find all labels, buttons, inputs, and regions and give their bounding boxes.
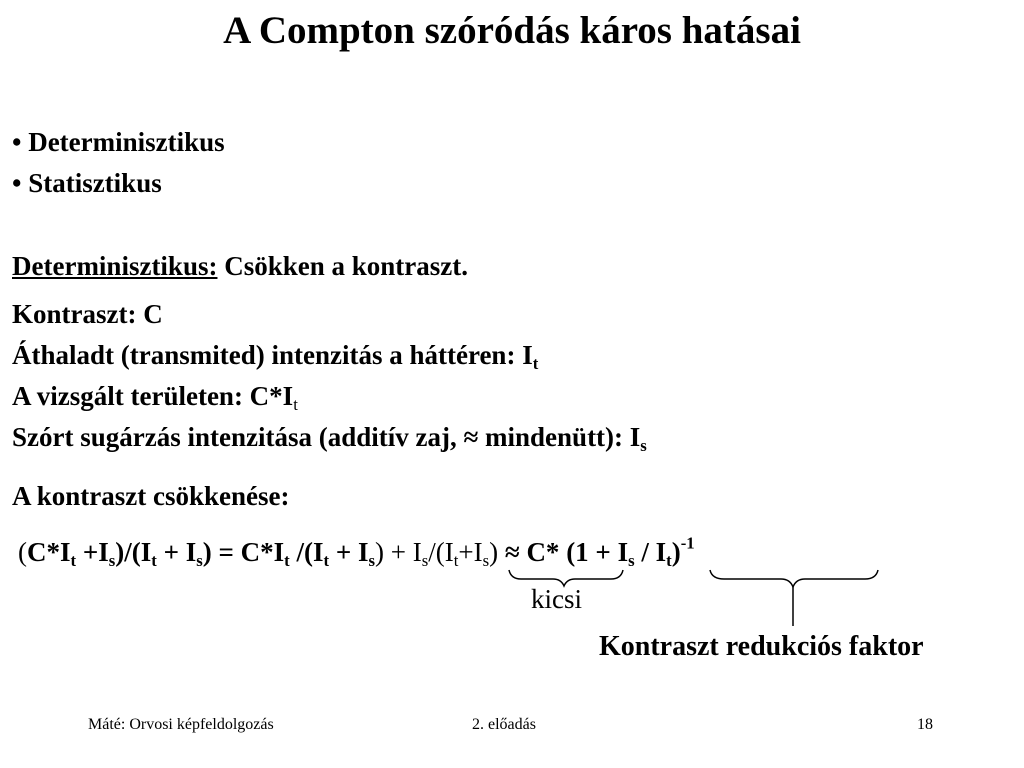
area-line: A vizsgált területen: $C*I_t$ — [12, 381, 298, 415]
section-heading: Determinisztikus: Csökken a kontraszt. — [12, 251, 468, 281]
kicsi-label: kicsi — [531, 584, 582, 614]
bullet-list-item: • Determinisztikus — [12, 127, 225, 157]
transmitted-line: Áthaladt (transmited) intenzitás a háttéren: $I_t$ — [12, 340, 539, 374]
footer-author: Máté: Orvosi képfeldolgozás — [88, 716, 274, 733]
page-title: A Compton szóródás káros hatásai — [223, 9, 801, 52]
factor-brace — [710, 570, 878, 587]
scattered-line: Szórt sugárzás intenzitása (additív zaj, ≈ mindenütt): $I_s$ — [12, 422, 647, 456]
footer-page-number: 18 — [917, 716, 933, 733]
contrast-line: Kontraszt: C — [12, 299, 163, 329]
reduction-label: A kontraszt csökkenése: — [12, 481, 290, 511]
bullet-list-item: • Statisztikus — [12, 168, 162, 198]
contrast-formula: $(C*I_t +I_s)/(I_t + I_s) = C*I_t$ $/(I_t + I_s) + I_s/(I_t+I_s) \approx C*$ $(1 + I_s / I_t)^{-1}$ — [18, 533, 695, 571]
footer-lecture: 2. előadás — [472, 716, 536, 733]
reduction-factor-label: Kontraszt redukciós faktor — [599, 631, 924, 662]
